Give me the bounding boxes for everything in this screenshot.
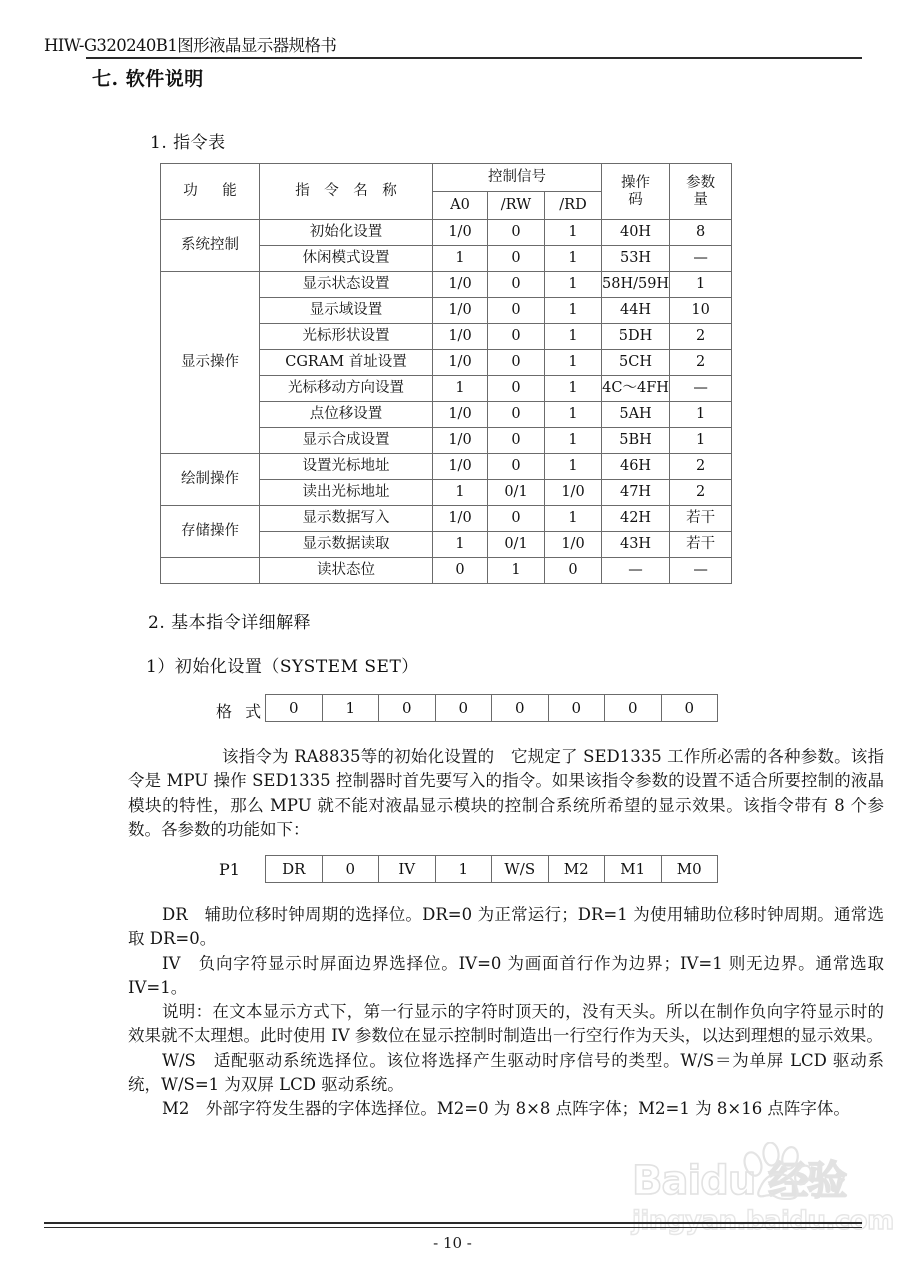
cell-rw: 1: [488, 558, 545, 584]
cell-command-name: 读状态位: [260, 558, 433, 584]
cell-command-name: 显示状态设置: [260, 272, 433, 298]
cell-function: 系统控制: [161, 220, 260, 272]
running-header-title: HIW-G320240B1图形液晶显示器规格书: [44, 36, 337, 55]
table-row: [161, 454, 732, 480]
table-row: [161, 272, 732, 298]
heading-system-set: 1）初始化设置（SYSTEM SET）: [146, 657, 419, 677]
cell-opcode: 47H: [602, 480, 670, 506]
cell-rw: 0: [488, 376, 545, 402]
paragraph-note: 说明：在文本显示方式下，第一行显示的字符时顶天的，没有天头。所以在制作负向字符显示时的效果就不太理想。此时使用 IV 参数位在显示控制时制造出一行空行作为天头，以达到理想的显示效果。: [128, 1002, 884, 1046]
cell-rd: 1: [545, 454, 602, 480]
cell-params: 1: [670, 272, 732, 298]
cell-params: —: [670, 246, 732, 272]
cell-function: 绘制操作: [161, 454, 260, 506]
cell-opcode: 43H: [602, 532, 670, 558]
cell-rw: 0: [488, 324, 545, 350]
format-bit-cell: 0: [266, 695, 323, 722]
cell-params: 若干: [670, 506, 732, 532]
cell-a0: 1: [433, 246, 488, 272]
table-row: [161, 220, 732, 246]
cell-opcode: 4C～4FH: [602, 376, 670, 402]
p1-bit-cell: DR: [266, 856, 323, 883]
cell-rd: 0: [545, 558, 602, 584]
page-number: - 10 -: [433, 1234, 472, 1252]
col-header-param-count: 参数 量: [670, 164, 732, 220]
cell-params: 2: [670, 324, 732, 350]
cell-rw: 0: [488, 454, 545, 480]
cell-rd: 1: [545, 428, 602, 454]
footer-divider-rule: [44, 1222, 862, 1228]
cell-params: 1: [670, 402, 732, 428]
cell-command-name: 光标形状设置: [260, 324, 433, 350]
cell-a0: 1/0: [433, 402, 488, 428]
cell-opcode: 5DH: [602, 324, 670, 350]
cell-opcode: 5BH: [602, 428, 670, 454]
paragraph-dr: DR 辅助位移时钟周期的选择位。DR=0 为正常运行；DR=1 为使用辅助位移时钟周期。通常选取 DR=0。: [128, 905, 884, 949]
cell-command-name: 初始化设置: [260, 220, 433, 246]
paragraph-iv: IV 负向字符显示时屏面边界选择位。IV=0 为画面首行作为边界；IV=1 则无边界。通常选取 IV=1。: [128, 953, 884, 997]
document-running-header: [44, 32, 862, 59]
cell-params: 10: [670, 298, 732, 324]
cell-a0: 1/0: [433, 454, 488, 480]
cell-a0: 1/0: [433, 350, 488, 376]
table-header: [161, 164, 732, 220]
p1-bit-cell: M2: [548, 856, 605, 883]
paragraph-ws: W/S 适配驱动系统选择位。该位将选择产生驱动时序信号的类型。W/S＝为单屏 LCD 驱动系统，W/S=1 为双屏 LCD 驱动系统。: [128, 1050, 884, 1095]
format-bit-row: [266, 695, 718, 722]
format-bit-cell: 1: [322, 695, 379, 722]
p1-bit-cell: M0: [661, 856, 718, 883]
instruction-table: [160, 163, 732, 584]
cell-rd: 1: [545, 402, 602, 428]
format-bit-cell: 0: [661, 695, 718, 722]
cell-params: 若干: [670, 532, 732, 558]
cell-params: —: [670, 558, 732, 584]
p1-bit-table: [265, 855, 718, 883]
p1-bit-row: [266, 856, 718, 883]
cell-rd: 1/0: [545, 480, 602, 506]
cell-rd: 1: [545, 272, 602, 298]
paw-print-icon: [740, 1142, 812, 1200]
cell-opcode: 58H/59H: [602, 272, 670, 298]
format-bit-table: [265, 694, 718, 722]
p1-bit-cell: IV: [379, 856, 436, 883]
cell-rw: 0: [488, 506, 545, 532]
cell-command-name: 休闲模式设置: [260, 246, 433, 272]
watermark-url: jingyan.baidu.com: [632, 1206, 894, 1236]
p1-bit-cell: M1: [605, 856, 662, 883]
table-row: [161, 506, 732, 532]
cell-command-name: 读出光标地址: [260, 480, 433, 506]
cell-command-name: 显示合成设置: [260, 428, 433, 454]
p1-bit-cell: 0: [322, 856, 379, 883]
watermark-brand: Baidu 经验: [632, 1158, 847, 1204]
format-bit-cell: 0: [548, 695, 605, 722]
cell-opcode: 5AH: [602, 402, 670, 428]
table-row: [161, 558, 732, 584]
p1-table-label: P1: [219, 860, 240, 879]
cell-params: 1: [670, 428, 732, 454]
cell-params: 2: [670, 480, 732, 506]
heading-detail-explain: 2. 基本指令详细解释: [148, 613, 312, 633]
page-title: 七. 软件说明: [92, 68, 204, 90]
cell-function: 显示操作: [161, 272, 260, 454]
cell-a0: 1/0: [433, 298, 488, 324]
cell-command-name: 点位移设置: [260, 402, 433, 428]
cell-rd: 1: [545, 376, 602, 402]
cell-params: 2: [670, 350, 732, 376]
col-header-function: 功 能: [161, 164, 260, 220]
cell-rw: 0: [488, 272, 545, 298]
cell-rd: 1/0: [545, 532, 602, 558]
header-divider-rule: [86, 57, 862, 59]
col-header-command-name: 指 令 名 称: [260, 164, 433, 220]
cell-rw: 0: [488, 402, 545, 428]
cell-rd: 1: [545, 324, 602, 350]
cell-a0: 1: [433, 480, 488, 506]
cell-rd: 1: [545, 246, 602, 272]
cell-opcode: 53H: [602, 246, 670, 272]
cell-a0: 1/0: [433, 324, 488, 350]
col-header-a0: A0: [433, 192, 488, 220]
p1-bit-cell: W/S: [492, 856, 549, 883]
cell-opcode: —: [602, 558, 670, 584]
cell-opcode: 5CH: [602, 350, 670, 376]
p1-bit-cell: 1: [435, 856, 492, 883]
cell-rw: 0: [488, 428, 545, 454]
cell-rw: 0/1: [488, 532, 545, 558]
heading-instruction-table: 1. 指令表: [150, 133, 226, 153]
cell-command-name: 显示域设置: [260, 298, 433, 324]
cell-a0: 0: [433, 558, 488, 584]
cell-a0: 1/0: [433, 220, 488, 246]
cell-rw: 0: [488, 246, 545, 272]
cell-function: [161, 558, 260, 584]
col-header-rw: /RW: [488, 192, 545, 220]
cell-command-name: CGRAM 首址设置: [260, 350, 433, 376]
cell-a0: 1/0: [433, 272, 488, 298]
cell-a0: 1/0: [433, 506, 488, 532]
format-bit-cell: 0: [605, 695, 662, 722]
cell-opcode: 40H: [602, 220, 670, 246]
cell-opcode: 46H: [602, 454, 670, 480]
cell-command-name: 光标移动方向设置: [260, 376, 433, 402]
cell-rw: 0: [488, 298, 545, 324]
format-bit-cell: 0: [492, 695, 549, 722]
cell-rd: 1: [545, 298, 602, 324]
cell-rw: 0/1: [488, 480, 545, 506]
paragraph-group-parameters: [128, 903, 884, 1122]
cell-a0: 1/0: [433, 428, 488, 454]
col-header-control-signal: 控制信号: [433, 164, 602, 192]
format-table-label: 格 式: [216, 702, 266, 721]
cell-a0: 1: [433, 376, 488, 402]
cell-function: 存储操作: [161, 506, 260, 558]
paragraph-m2: M2 外部字符发生器的字体选择位。M2=0 为 8×8 点阵字体；M2=1 为 8×16 点阵字体。: [162, 1099, 850, 1119]
cell-rd: 1: [545, 350, 602, 376]
cell-opcode: 42H: [602, 506, 670, 532]
col-header-rd: /RD: [545, 192, 602, 220]
table-header-row-1: [161, 164, 732, 192]
paragraph-system-set: [128, 745, 884, 842]
cell-opcode: 44H: [602, 298, 670, 324]
cell-rw: 0: [488, 220, 545, 246]
cell-rw: 0: [488, 350, 545, 376]
format-bit-cell: 0: [435, 695, 492, 722]
cell-params: 2: [670, 454, 732, 480]
paragraph-text: 该指令为 RA8835等的初始化设置的 它规定了 SED1335 工作所必需的各种参数。该指令是 MPU 操作 SED1335 控制器时首先要写入的指令。如果该指令参数的设置不适合所要控制的液晶模块的特性，那么 MPU 就不能对液晶显示模块的控制合系统所希望的显示效果。该指令带有 8 个参数。各参数的功能如下：: [128, 747, 884, 839]
cell-command-name: 显示数据读取: [260, 532, 433, 558]
cell-command-name: 设置光标地址: [260, 454, 433, 480]
cell-command-name: 显示数据写入: [260, 506, 433, 532]
cell-params: 8: [670, 220, 732, 246]
col-header-opcode: 操作 码: [602, 164, 670, 220]
cell-rd: 1: [545, 506, 602, 532]
cell-params: —: [670, 376, 732, 402]
table-body: [161, 220, 732, 584]
cell-a0: 1: [433, 532, 488, 558]
format-bit-cell: 0: [379, 695, 436, 722]
cell-rd: 1: [545, 220, 602, 246]
